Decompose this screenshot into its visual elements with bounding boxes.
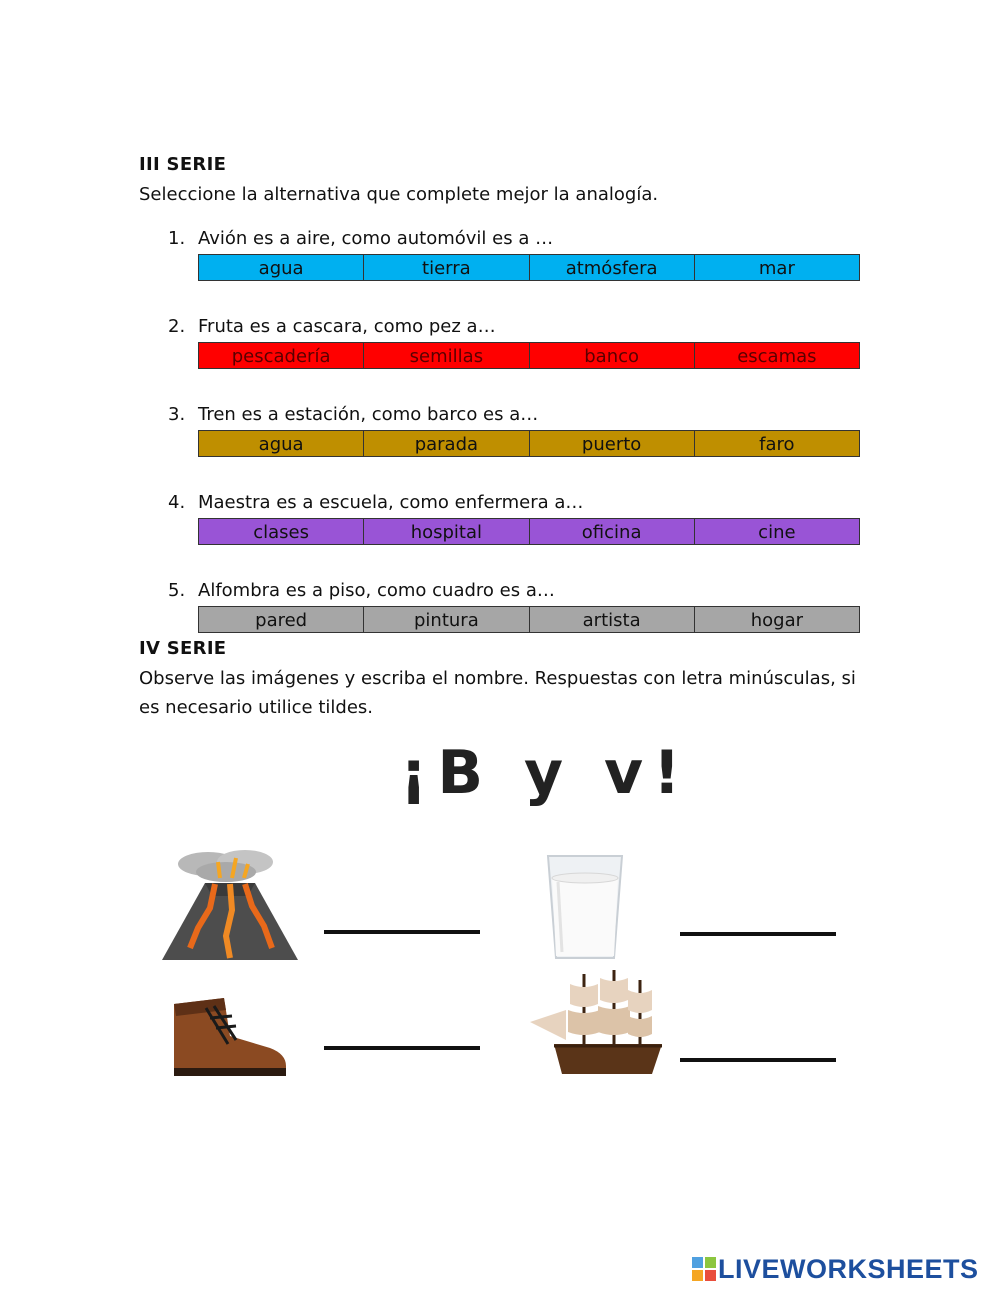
question-2-option[interactable]: escamas — [737, 346, 817, 367]
serie4-instruction-line1: Observe las imágenes y escriba el nombre. Respuestas con letra minúsculas, si — [139, 668, 856, 689]
answer-line-volcano[interactable] — [324, 930, 480, 934]
serie3-title: III SERIE — [139, 154, 227, 175]
question-5-number: 5. — [168, 580, 186, 601]
serie3-instruction: Seleccione la alternativa que complete mejor la analogía. — [139, 184, 659, 205]
ship-icon — [526, 966, 670, 1082]
serie4-title: IV SERIE — [139, 638, 227, 659]
question-1-text: Avión es a aire, como automóvil es a … — [198, 228, 554, 249]
question-1-option[interactable]: mar — [758, 258, 795, 279]
question-4-text: Maestra es a escuela, como enfermera a… — [198, 492, 584, 513]
volcano-icon — [160, 848, 300, 964]
question-1-options — [198, 254, 860, 281]
b-y-v-heading: ¡B y v! — [400, 738, 691, 808]
question-1-option[interactable]: atmósfera — [530, 255, 695, 280]
question-4-option[interactable]: hospital — [364, 519, 529, 544]
question-4-number: 4. — [168, 492, 186, 513]
question-3-option[interactable]: agua — [199, 431, 364, 456]
question-4-options — [198, 518, 860, 545]
answer-line-boot[interactable] — [324, 1046, 480, 1050]
question-3-option[interactable]: faro — [759, 434, 795, 455]
question-2-number: 2. — [168, 316, 186, 337]
question-2-option[interactable]: banco — [530, 343, 695, 368]
question-2-option[interactable]: pescadería — [199, 343, 364, 368]
question-4-option[interactable]: oficina — [530, 519, 695, 544]
question-5-text: Alfombra es a piso, como cuadro es a… — [198, 580, 555, 601]
milk-glass-icon — [544, 852, 626, 962]
question-1-option[interactable]: tierra — [364, 255, 529, 280]
question-5-option[interactable]: pared — [199, 607, 364, 632]
boot-icon — [166, 994, 290, 1078]
liveworksheets-logo-icon — [692, 1257, 716, 1281]
question-1-option[interactable]: agua — [199, 255, 364, 280]
liveworksheets-logo — [692, 1254, 979, 1284]
question-2-text: Fruta es a cascara, como pez a… — [198, 316, 496, 337]
question-5-options — [198, 606, 860, 633]
question-3-number: 3. — [168, 404, 186, 425]
question-2-option[interactable]: semillas — [364, 343, 529, 368]
question-2-options — [198, 342, 860, 369]
question-4-option[interactable]: clases — [199, 519, 364, 544]
question-1-number: 1. — [168, 228, 186, 249]
question-3-text: Tren es a estación, como barco es a… — [198, 404, 539, 425]
question-5-option[interactable]: hogar — [750, 610, 804, 631]
serie4-instruction-line2: es necesario utilice tildes. — [139, 697, 373, 718]
question-3-options — [198, 430, 860, 457]
question-3-option[interactable]: puerto — [530, 431, 695, 456]
answer-line-ship[interactable] — [680, 1058, 836, 1062]
answer-line-milk[interactable] — [680, 932, 836, 936]
question-5-option[interactable]: artista — [530, 607, 695, 632]
question-5-option[interactable]: pintura — [364, 607, 529, 632]
liveworksheets-logo-text: LIVEWORKSHEETS — [718, 1253, 979, 1284]
question-3-option[interactable]: parada — [364, 431, 529, 456]
question-4-option[interactable]: cine — [758, 522, 796, 543]
